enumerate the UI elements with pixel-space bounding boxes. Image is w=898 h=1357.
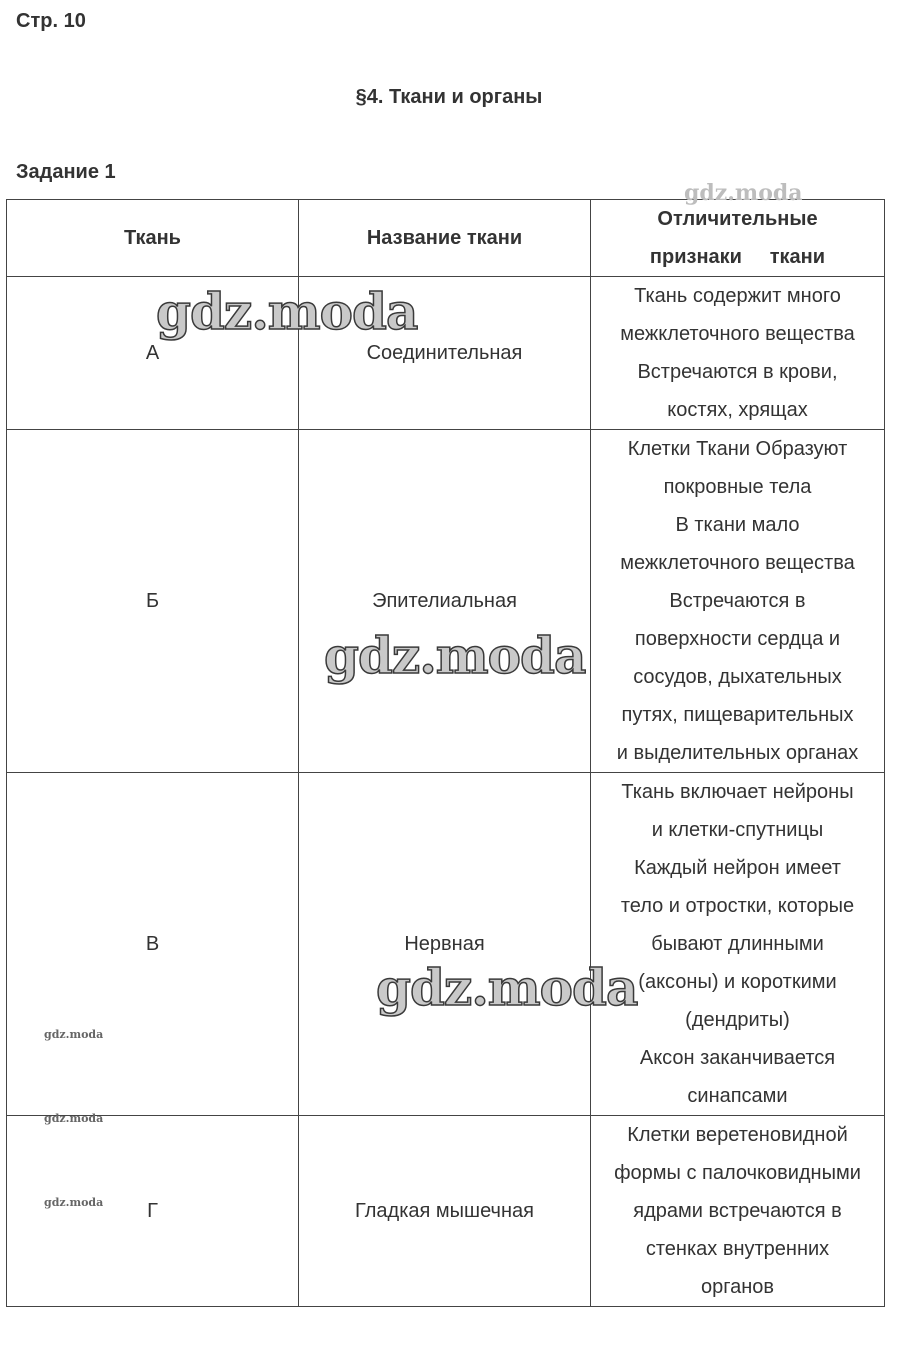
watermark: gdz.moda: [156, 282, 418, 341]
page-number: Стр. 10: [16, 10, 86, 32]
feature-line: костях, хрящах: [667, 399, 808, 421]
watermark: gdz.moda: [44, 1028, 104, 1041]
feature-line: Встречаются в: [669, 590, 806, 612]
watermark: gdz.moda: [324, 626, 586, 685]
feature-line: тело и отростки, которые: [620, 895, 855, 917]
tissues-table: [6, 199, 885, 1307]
table-row: [7, 1116, 885, 1307]
header-features-line: Отличительные: [657, 208, 818, 230]
feature-line: (дендриты): [685, 1009, 790, 1031]
table-row: [7, 773, 885, 1116]
header-features: [591, 200, 885, 277]
feature-line: бывают длинными: [651, 933, 824, 955]
tissue-letter: В: [7, 773, 299, 1116]
feature-line: межклеточного вещества: [620, 552, 855, 574]
feature-line: и выделительных органах: [616, 742, 859, 764]
tissue-letter: А: [7, 277, 299, 430]
feature-line: синапсами: [687, 1085, 788, 1107]
feature-line: Каждый нейрон имеет: [634, 857, 841, 879]
watermark: gdz.moda: [44, 1112, 104, 1125]
feature-line: Клетки веретеновидной: [627, 1124, 848, 1146]
feature-line: Ткань содержит много: [634, 285, 841, 307]
feature-line: Клетки Ткани Образуют: [627, 438, 848, 460]
feature-line: межклеточного вещества: [620, 323, 855, 345]
feature-line: и клетки-спутницы: [651, 819, 824, 841]
header-tissue: Ткань: [7, 200, 299, 277]
tissue-features: [591, 277, 885, 430]
watermark: gdz.moda: [44, 1196, 104, 1209]
feature-line: Аксон заканчивается: [639, 1047, 836, 1069]
header-tissue-name: Название ткани: [299, 200, 591, 277]
tissue-features: [591, 430, 885, 773]
tissue-name: Гладкая мышечная: [299, 1116, 591, 1307]
feature-line: стенках внутренних: [645, 1238, 830, 1260]
tissue-features: [591, 773, 885, 1116]
feature-line: поверхности сердца и: [634, 628, 841, 650]
feature-line: формы с палочковидными: [614, 1162, 861, 1184]
feature-line: ядрами встречаются в: [633, 1200, 842, 1222]
watermark: gdz.moda: [684, 180, 803, 206]
feature-line: Встречаются в крови,: [637, 361, 838, 383]
table-row: [7, 277, 885, 430]
feature-line: Ткань включает нейроны: [621, 781, 854, 803]
table-header-row: [7, 200, 885, 277]
tissue-features: [591, 1116, 885, 1307]
tissue-letter: Г: [7, 1116, 299, 1307]
tissue-name: Соединительная: [299, 277, 591, 430]
feature-line: путях, пищеварительных: [621, 704, 854, 726]
tissue-letter: Б: [7, 430, 299, 773]
tissue-name: Нервная: [299, 773, 591, 1116]
tissue-name: Эпителиальная: [299, 430, 591, 773]
feature-line: В ткани мало: [675, 514, 800, 536]
task-label: Задание 1: [16, 161, 116, 183]
watermark: gdz.moda: [376, 958, 638, 1017]
table-row: [7, 430, 885, 773]
header-features-line: признаки ткани: [649, 246, 826, 268]
feature-line: органов: [700, 1276, 775, 1298]
feature-line: сосудов, дыхательных: [633, 666, 842, 688]
feature-line: покровные тела: [663, 476, 812, 498]
feature-line: (аксоны) и короткими: [638, 971, 837, 993]
section-title: §4. Ткани и органы: [355, 86, 543, 108]
